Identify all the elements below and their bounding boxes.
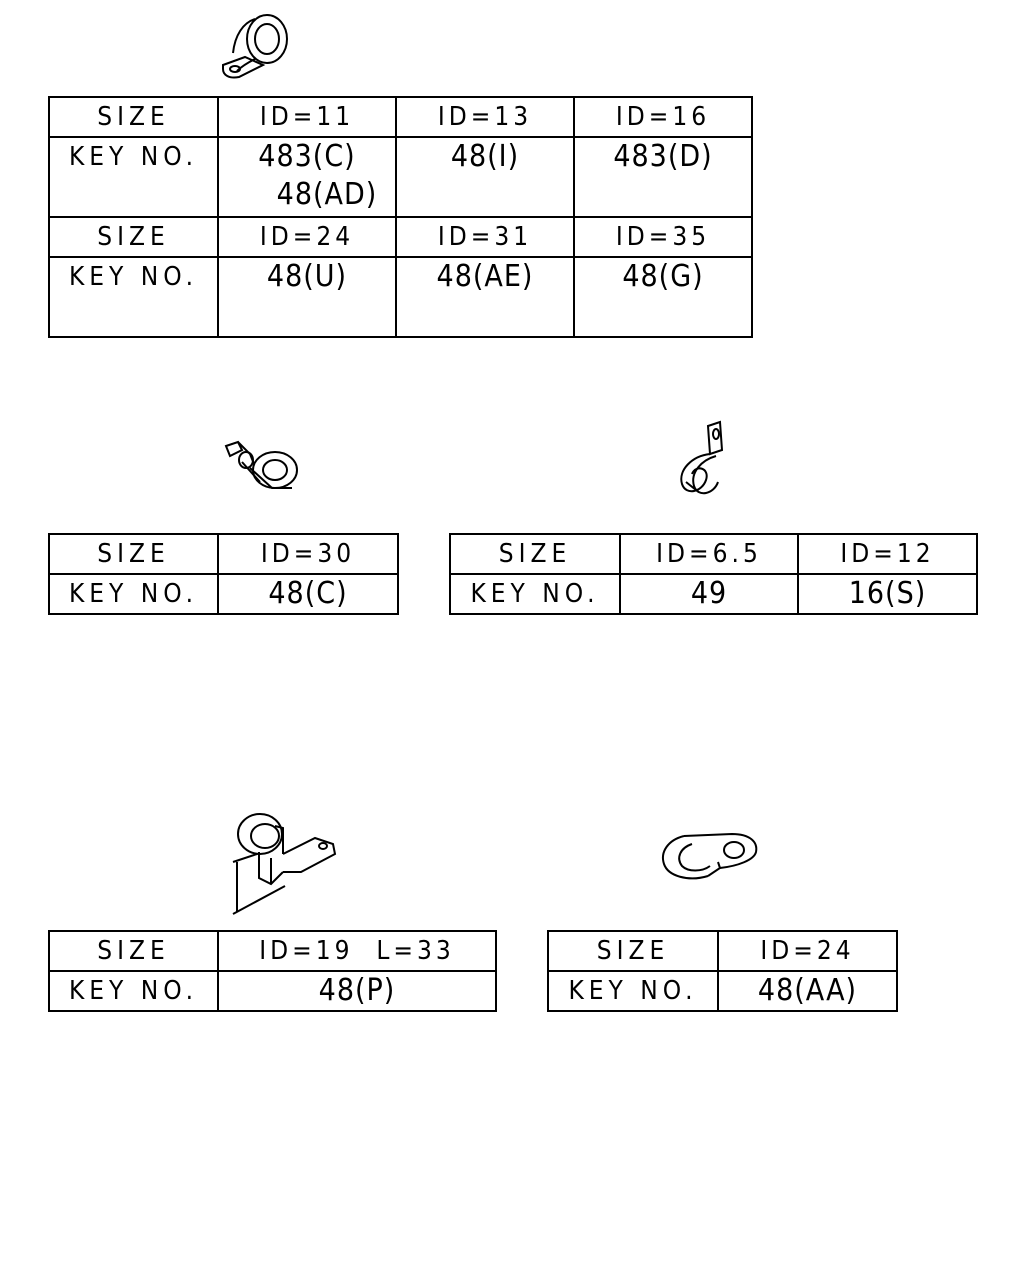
- key-no-cell: 48(AE): [396, 257, 574, 337]
- key-no-cell: 49: [620, 574, 798, 614]
- size-cell: ID=6.5: [620, 534, 798, 574]
- size-cell: ID=19 L=33: [218, 931, 496, 971]
- table-clamp-sizes-5: [547, 930, 898, 1012]
- key-no-label: KEY NO.: [49, 574, 218, 614]
- size-label: SIZE: [548, 931, 718, 971]
- key-no-label: KEY NO.: [49, 257, 218, 337]
- key-no-cell: 48(AA): [718, 971, 897, 1011]
- size-label: SIZE: [49, 217, 218, 257]
- key-no-label: KEY NO.: [49, 137, 218, 217]
- key-no-cell: 48(C): [218, 574, 398, 614]
- table-clamp-sizes-1: [48, 96, 753, 338]
- size-cell: ID=31: [396, 217, 574, 257]
- key-no-value: 48(AD): [276, 177, 378, 212]
- table-clamp-sizes-2: [48, 533, 399, 615]
- flat-clamp-icon: [658, 828, 763, 890]
- size-label: SIZE: [49, 97, 218, 137]
- size-cell: ID=12: [798, 534, 977, 574]
- key-no-cell: [218, 137, 396, 217]
- clip-small-icon: [220, 432, 305, 497]
- key-no-label: KEY NO.: [49, 971, 218, 1011]
- size-label: SIZE: [49, 931, 218, 971]
- size-cell: ID=11: [218, 97, 396, 137]
- size-label: SIZE: [450, 534, 620, 574]
- table-clamp-sizes-4: [48, 930, 497, 1012]
- table-clamp-sizes-3: [449, 533, 978, 615]
- size-cell: ID=35: [574, 217, 752, 257]
- size-cell: ID=24: [218, 217, 396, 257]
- key-no-label: KEY NO.: [548, 971, 718, 1011]
- size-cell: ID=13: [396, 97, 574, 137]
- size-label: SIZE: [49, 534, 218, 574]
- p-clamp-top-icon: [215, 5, 295, 85]
- spring-clamp-icon: [672, 420, 732, 500]
- size-cell: ID=16: [574, 97, 752, 137]
- size-cell: ID=30: [218, 534, 398, 574]
- key-no-cell: 48(U): [218, 257, 396, 337]
- key-no-cell: 48(I): [396, 137, 574, 217]
- bracket-clamp-icon: [225, 808, 340, 920]
- key-no-value: 483(C): [258, 139, 356, 174]
- size-cell: ID=24: [718, 931, 897, 971]
- key-no-cell: 48(P): [218, 971, 496, 1011]
- key-no-cell: 16(S): [798, 574, 977, 614]
- key-no-cell: 48(G): [574, 257, 752, 337]
- key-no-cell: 483(D): [574, 137, 752, 217]
- key-no-label: KEY NO.: [450, 574, 620, 614]
